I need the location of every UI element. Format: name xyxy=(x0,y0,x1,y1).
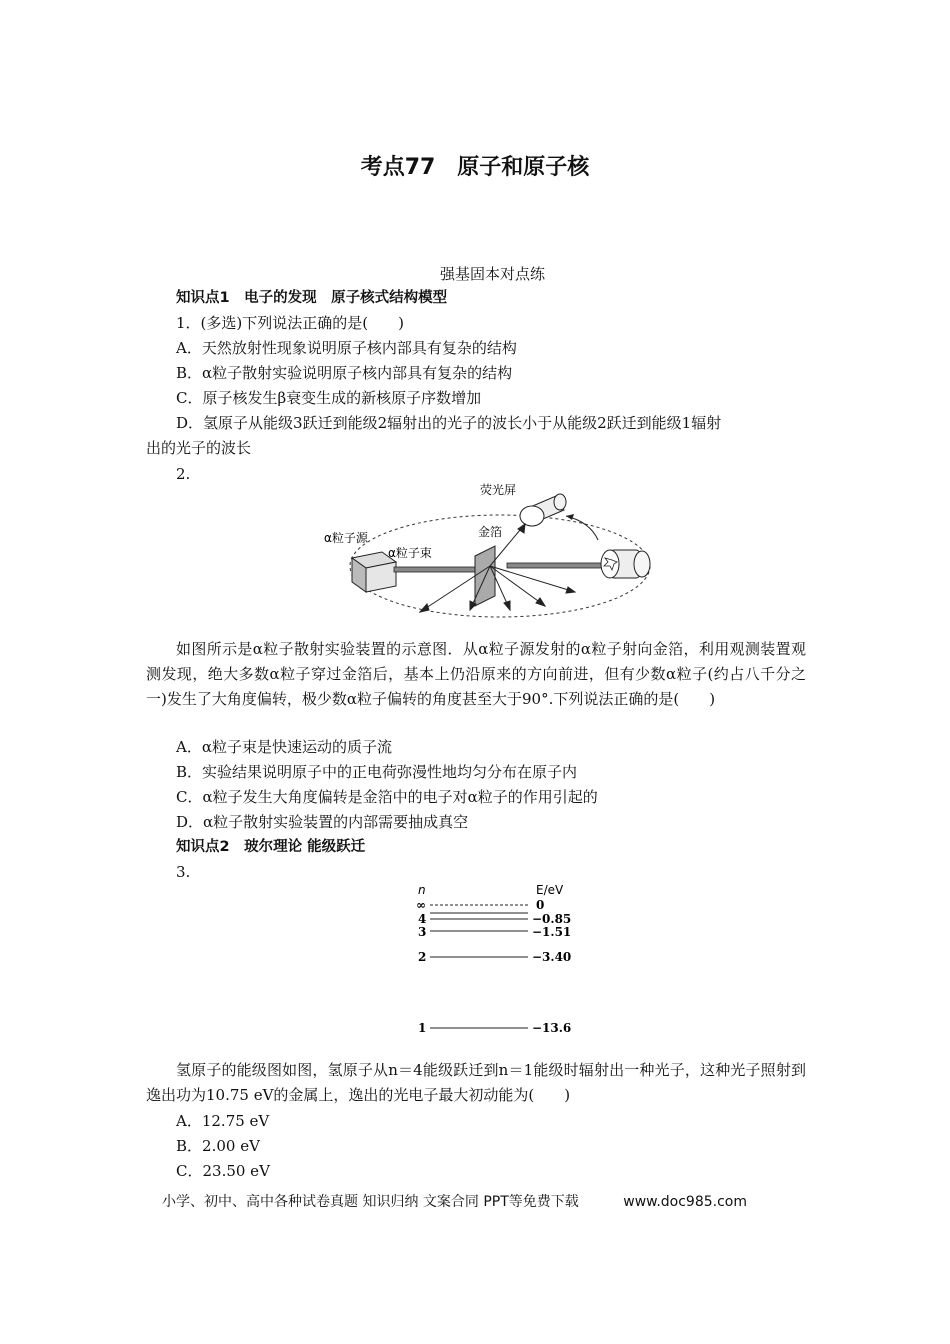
q2-option-c: C．α粒子发生大角度偏转是金箔中的电子对α粒子的作用引起的 xyxy=(176,788,598,806)
label-gold-foil: 金箔 xyxy=(478,525,503,539)
rotation-arrow xyxy=(566,516,598,540)
q1-option-b: B．α粒子散射实验说明原子核内部具有复杂的结构 xyxy=(176,364,513,382)
q2-number: 2. xyxy=(176,465,191,483)
level-e-2: −3.40 xyxy=(532,950,572,964)
q3-option-a: A．12.75 eV xyxy=(176,1112,270,1130)
page-title: 考点77 原子和原子核 xyxy=(360,155,590,180)
q2-option-d: D．α粒子散射实验装置的内部需要抽成真空 xyxy=(176,813,469,831)
label-alpha-source: α粒子源 xyxy=(324,531,368,545)
n-axis-label: n xyxy=(418,883,426,897)
transmitted-beam xyxy=(507,563,607,568)
knowledge-point-1: 知识点1 电子的发现 原子核式结构模型 xyxy=(176,290,448,306)
section-title: 强基固本对点练 xyxy=(439,265,545,283)
footer-text: 小学、初中、高中各种试卷真题 知识归纳 文案合同 PPT等免费下载 xyxy=(162,1194,579,1210)
q1-option-d: D．氢原子从能级3跃迁到能级2辐射出的光子的波长小于从能级2跃迁到能级1辐射 xyxy=(176,414,722,432)
page-footer xyxy=(162,1191,747,1211)
q3-option-b: B．2.00 eV xyxy=(176,1137,260,1155)
level-n-inf: ∞ xyxy=(416,898,426,912)
level-e-1: −13.6 xyxy=(532,1021,572,1035)
q2-stem: 如图所示是α粒子散射实验装置的示意图．从α粒子源发射的α粒子射向金箔，利用观测装置观测发现，绝大多数α粒子穿过金箔后，基本上仍沿原来的方向前进，但有少数α粒子(约占八千分之一)发生了大角度偏转，极少数α粒子偏转的角度甚至大于90°.下列说法正确的是( ) xyxy=(146,640,806,708)
level-n-2: 2 xyxy=(418,950,427,964)
detector-right xyxy=(601,550,650,578)
q2-option-a: A．α粒子束是快速运动的质子流 xyxy=(176,738,392,756)
level-n-1: 1 xyxy=(418,1021,427,1035)
q1-option-c: C．原子核发生β衰变生成的新核原子序数增加 xyxy=(176,389,482,407)
fluorescent-screen-detector xyxy=(520,494,566,526)
level-e-inf: 0 xyxy=(536,898,545,912)
q3-number: 3. xyxy=(176,863,191,881)
q1-option-a: A．天然放射性现象说明原子核内部具有复杂的结构 xyxy=(176,339,517,357)
footer-url[interactable]: www.doc985.com xyxy=(623,1194,747,1210)
q1-stem: 1．(多选)下列说法正确的是( ) xyxy=(176,314,404,332)
alpha-scattering-figure xyxy=(320,482,660,624)
level-e-3: −1.51 xyxy=(532,925,572,939)
q3-option-c: C．23.50 eV xyxy=(176,1162,270,1180)
level-n-4: 4 xyxy=(418,912,427,926)
level-n-3: 3 xyxy=(418,925,427,939)
level-e-4: −0.85 xyxy=(532,912,572,926)
q2-option-b: B．实验结果说明原子中的正电荷弥漫性地均匀分布在原子内 xyxy=(176,763,578,781)
knowledge-point-2: 知识点2 玻尔理论 能级跃迁 xyxy=(176,839,366,855)
q3-stem: 氢原子的能级图如图，氢原子从n＝4能级跃迁到n＝1能级时辐射出一种光子，这种光子照射到逸出功为10.75 eV的金属上，逸出的光电子最大初动能为( ) xyxy=(146,1061,806,1104)
label-fluorescent-screen: 荧光屏 xyxy=(480,483,517,497)
q1-option-d-cont: 出的光子的波长 xyxy=(146,439,252,457)
label-alpha-beam: α粒子束 xyxy=(388,546,432,560)
energy-axis-label: E/eV xyxy=(536,883,564,897)
energy-level-diagram xyxy=(410,880,580,1040)
